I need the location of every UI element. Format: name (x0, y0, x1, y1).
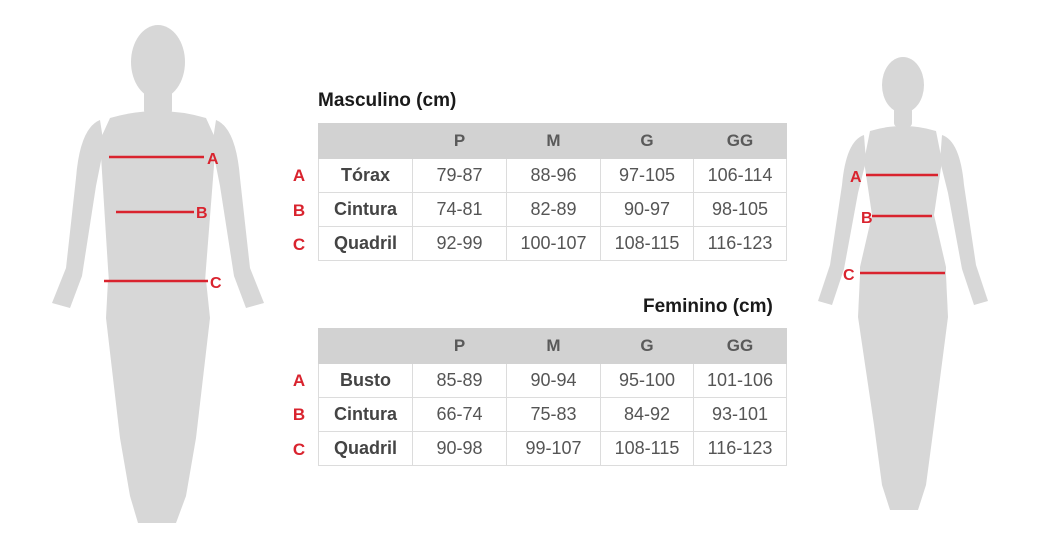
header-cell: GG (694, 329, 787, 364)
table-row (319, 227, 787, 261)
table-cell: 95-100 (601, 364, 694, 398)
female-row-letter-b: B (292, 405, 306, 424)
male-row-letter-a: A (292, 166, 306, 185)
male-table-title: Masculino (cm) (318, 90, 457, 111)
male-row-letter-b: B (292, 201, 306, 220)
table-cell: 85-89 (413, 364, 507, 398)
header-cell: M (507, 124, 601, 159)
header-cell: P (413, 329, 507, 364)
table-cell: 75-83 (507, 398, 601, 432)
table-row (319, 432, 787, 466)
table-cell: 106-114 (694, 159, 787, 193)
table-cell: 100-107 (507, 227, 601, 261)
row-label: Cintura (319, 398, 413, 432)
table-cell: 84-92 (601, 398, 694, 432)
female-marker-a: A (850, 169, 862, 186)
table-row (319, 193, 787, 227)
row-label: Cintura (319, 193, 413, 227)
header-cell: G (601, 124, 694, 159)
female-marker-b: B (861, 210, 873, 227)
table-cell: 74-81 (413, 193, 507, 227)
table-header-row (319, 329, 787, 364)
table-cell: 90-98 (413, 432, 507, 466)
table-cell: 116-123 (694, 227, 787, 261)
header-cell: GG (694, 124, 787, 159)
table-cell: 99-107 (507, 432, 601, 466)
table-header-row (319, 124, 787, 159)
female-table-title: Feminino (cm) (643, 296, 773, 317)
table-cell: 88-96 (507, 159, 601, 193)
table-cell: 79-87 (413, 159, 507, 193)
female-row-letter-a: A (292, 371, 306, 390)
table-cell: 108-115 (601, 227, 694, 261)
header-cell (319, 329, 413, 364)
row-label: Quadril (319, 227, 413, 261)
female-row-letter-c: C (292, 440, 306, 459)
table-cell: 101-106 (694, 364, 787, 398)
table-cell: 90-94 (507, 364, 601, 398)
male-silhouette (40, 18, 275, 533)
header-cell: P (413, 124, 507, 159)
row-label: Busto (319, 364, 413, 398)
table-cell: 82-89 (507, 193, 601, 227)
row-label: Quadril (319, 432, 413, 466)
table-cell: 66-74 (413, 398, 507, 432)
header-cell: M (507, 329, 601, 364)
male-marker-c: C (210, 275, 222, 292)
female-size-table (318, 328, 787, 466)
table-cell: 116-123 (694, 432, 787, 466)
table-cell: 97-105 (601, 159, 694, 193)
female-silhouette (800, 55, 1010, 525)
male-marker-b: B (196, 205, 208, 222)
male-marker-a: A (207, 151, 219, 168)
row-label: Tórax (319, 159, 413, 193)
table-cell: 92-99 (413, 227, 507, 261)
table-cell: 90-97 (601, 193, 694, 227)
table-row (319, 398, 787, 432)
table-cell: 108-115 (601, 432, 694, 466)
table-cell: 98-105 (694, 193, 787, 227)
table-cell: 93-101 (694, 398, 787, 432)
male-figure (40, 18, 275, 533)
table-row (319, 364, 787, 398)
female-marker-c: C (843, 267, 855, 284)
header-cell: G (601, 329, 694, 364)
table-row (319, 159, 787, 193)
male-row-letter-c: C (292, 235, 306, 254)
header-cell (319, 124, 413, 159)
male-size-table (318, 123, 787, 261)
female-figure (800, 55, 1010, 525)
